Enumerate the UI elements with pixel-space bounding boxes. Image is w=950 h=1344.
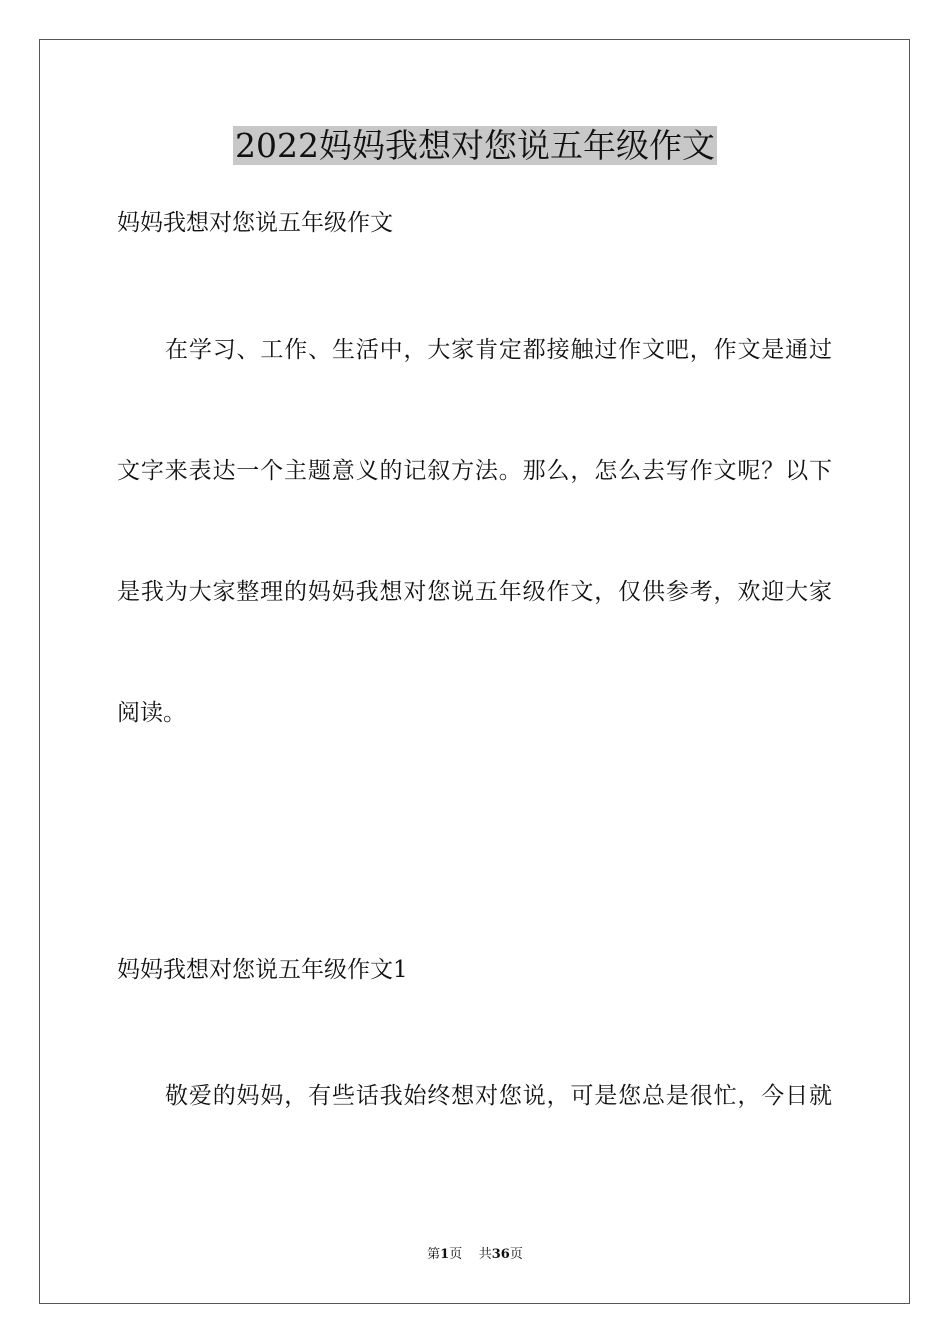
document-subtitle: 妈妈我想对您说五年级作文 (117, 210, 393, 236)
section-line-1: 敬爱的妈妈，有些话我始终想对您说，可是您总是很忙，今日就 (165, 1083, 832, 1109)
intro-line-2: 文字来表达一个主题意义的记叙方法。那么，怎么去写作文呢？以下 (117, 458, 832, 484)
intro-line-3: 是我为大家整理的妈妈我想对您说五年级作文，仅供参考，欢迎大家 (117, 579, 832, 605)
footer-page-total: 36 (491, 1247, 510, 1262)
footer-total-prefix: 共 (478, 1247, 492, 1262)
footer-page-unit: 页 (449, 1247, 463, 1262)
page-footer (0, 1246, 950, 1264)
section-heading: 妈妈我想对您说五年级作文1 (117, 957, 408, 983)
footer-total-unit: 页 (509, 1247, 523, 1262)
document-title: 2022妈妈我想对您说五年级作文 (235, 126, 715, 165)
footer-page-current: 1 (440, 1247, 450, 1262)
document-title-wrap (0, 124, 950, 168)
intro-line-4: 阅读。 (117, 700, 186, 726)
footer-page-prefix: 第 (427, 1247, 441, 1262)
intro-line-1: 在学习、工作、生活中，大家肯定都接触过作文吧，作文是通过 (165, 337, 832, 363)
